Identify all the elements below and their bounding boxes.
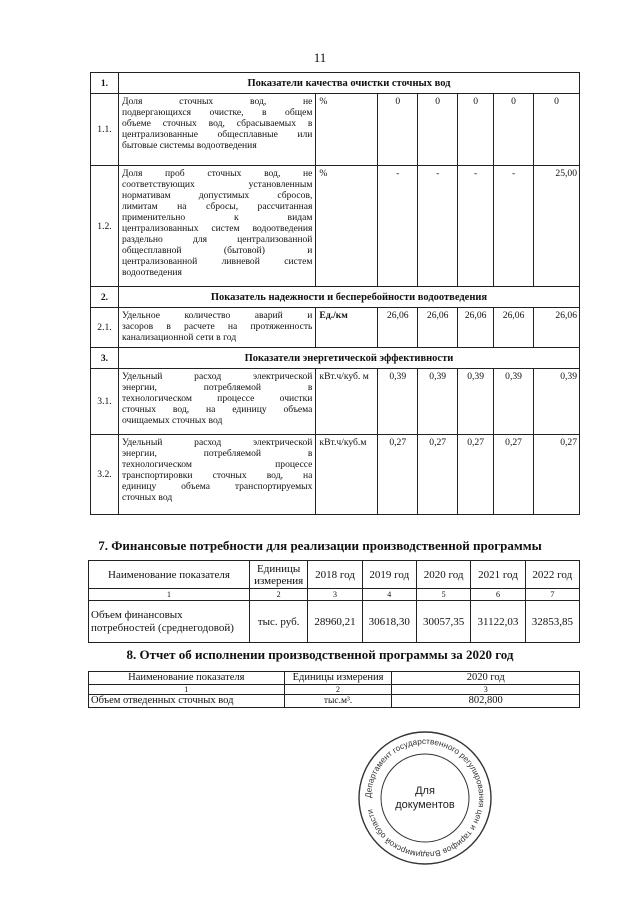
column-header: Наименование показателя (89, 672, 285, 685)
desc-line: централизованной ливневой систем (121, 256, 313, 267)
desc-line: соответствующих установленным (121, 179, 313, 190)
value-cell: 0 (494, 94, 534, 166)
table-row (91, 435, 580, 515)
section-title: Показатель надежности и бесперебойности водоотведения (118, 287, 579, 308)
value-cell: 30057,35 (416, 601, 470, 643)
row-number: 2.1. (91, 308, 119, 348)
value-cell: 802,800 (392, 695, 580, 708)
stamp-center-line: Для (415, 785, 435, 797)
desc-line: применительно к видам (121, 212, 313, 223)
value-cell: - (494, 166, 534, 287)
value-cell: 30618,30 (362, 601, 416, 643)
indicator-name: Объем отведенных сточных вод (89, 695, 285, 708)
official-stamp (355, 728, 495, 868)
row-number: 3.1. (91, 369, 119, 435)
value-cell: 0,39 (378, 369, 418, 435)
value-cell: 26,06 (378, 308, 418, 348)
value-cell: - (458, 166, 494, 287)
desc-line: очищаемых сточных вод (121, 415, 223, 426)
desc-line: сточных вод (121, 492, 173, 503)
column-number-row (89, 589, 580, 601)
value-cell: - (378, 166, 418, 287)
desc-line: Удельный расход электрической (121, 437, 313, 448)
column-header: 2021 год (471, 561, 525, 589)
indicator-description (118, 94, 315, 166)
section-number: 2. (91, 287, 119, 308)
desc-line: энергии, потребляемой в (121, 448, 313, 459)
column-header: 2022 год (525, 561, 579, 589)
value-cell: 0,27 (418, 435, 458, 515)
row-number: 3.2. (91, 435, 119, 515)
section-row-2 (91, 287, 580, 308)
column-header: Наименование показателя (89, 561, 250, 589)
value-cell: 0,39 (458, 369, 494, 435)
desc-line: нормативам допустимых сбросов, (121, 190, 313, 201)
unit-cell: % (316, 166, 378, 287)
value-cell: 32853,85 (525, 601, 579, 643)
column-header: 2018 год (308, 561, 362, 589)
section-number: 1. (91, 73, 119, 94)
column-number: 5 (416, 589, 470, 601)
value-cell: - (418, 166, 458, 287)
column-number: 2 (249, 589, 307, 601)
desc-line: сточных вод, на единицу объема (121, 404, 313, 415)
row-number: 1.1. (91, 94, 119, 166)
indicator-description (118, 166, 315, 287)
column-number-row (89, 685, 580, 695)
column-number: 1 (89, 589, 250, 601)
indicator-description (118, 308, 315, 348)
column-number: 7 (525, 589, 579, 601)
quality-indicators-table (90, 72, 580, 515)
unit-cell: Ед./км (316, 308, 378, 348)
value-cell: 0,27 (534, 435, 580, 515)
value-cell: 0 (534, 94, 580, 166)
value-cell: 25,00 (534, 166, 580, 287)
column-header: 2020 год (392, 672, 580, 685)
indicator-description (118, 369, 315, 435)
value-cell: 28960,21 (308, 601, 362, 643)
stamp-ring-text: Департамент государственного регулирования цен и тарифов Владимирской области (363, 736, 487, 860)
execution-report-table (88, 671, 580, 708)
section-title: Показатели энергетической эффективности (118, 348, 579, 369)
financial-needs-table (88, 560, 580, 643)
desc-line: Удельный расход электрической (121, 371, 313, 382)
desc-line: лимитам на сбросы, рассчитанная (121, 201, 313, 212)
column-number: 2 (284, 685, 392, 695)
desc-line: подвергающихся очистке, в общем (121, 107, 313, 118)
column-number: 4 (362, 589, 416, 601)
desc-line: Удельное количество аварий и (121, 310, 313, 321)
column-header: Единицы измерения (284, 672, 392, 685)
value-cell: 26,06 (418, 308, 458, 348)
column-header: 2020 год (416, 561, 470, 589)
value-cell: 31122,03 (471, 601, 525, 643)
value-cell: 26,06 (534, 308, 580, 348)
section-title: Показатели качества очистки сточных вод (118, 73, 579, 94)
table-row (89, 695, 580, 708)
stamp-center-line: документов (395, 799, 455, 811)
row-number: 1.2. (91, 166, 119, 287)
page-number: 11 (313, 50, 327, 65)
table-row (91, 369, 580, 435)
desc-line: общесплавной (бытовой) и (121, 245, 313, 256)
column-number: 3 (392, 685, 580, 695)
header-row (89, 561, 580, 589)
desc-line: Доля сточных вод, не (121, 96, 313, 107)
table-row (89, 601, 580, 643)
column-header: 2019 год (362, 561, 416, 589)
column-number: 6 (471, 589, 525, 601)
column-header: Единицы измерения (249, 561, 307, 589)
value-cell: 0,27 (494, 435, 534, 515)
desc-line: канализационной сети в год (121, 332, 237, 343)
value-cell: 0,27 (458, 435, 494, 515)
unit-cell: кВт.ч/куб.м (316, 435, 378, 515)
section-row-3 (91, 348, 580, 369)
desc-line: технологическом процессе очистки (121, 393, 313, 404)
desc-line: бытовые системы водоотведения (121, 140, 257, 151)
value-cell: 0 (378, 94, 418, 166)
unit-cell: тыс. руб. (249, 601, 307, 643)
value-cell: 0 (458, 94, 494, 166)
section-8-heading: 8. Отчет об исполнении производственной программы за 2020 год (126, 647, 514, 662)
header-row (89, 672, 580, 685)
unit-cell: % (316, 94, 378, 166)
column-number: 3 (308, 589, 362, 601)
value-cell: 0,39 (418, 369, 458, 435)
value-cell: 26,06 (494, 308, 534, 348)
value-cell: 0 (418, 94, 458, 166)
desc-line: Доля проб сточных вод, не (121, 168, 313, 179)
desc-line: водоотведения (121, 267, 182, 278)
value-cell: 0,27 (378, 435, 418, 515)
desc-line: централизованные общесплавные или (121, 129, 313, 140)
section-7-heading: 7. Финансовые потребности для реализации производственной программы (98, 538, 542, 553)
section-row-1 (91, 73, 580, 94)
value-cell: 26,06 (458, 308, 494, 348)
value-cell: 0,39 (534, 369, 580, 435)
section-number: 3. (91, 348, 119, 369)
unit-cell: тыс.м³. (284, 695, 392, 708)
desc-line: засоров в расчете на протяженность (121, 321, 313, 332)
table-row (91, 308, 580, 348)
desc-line: объеме сточных вод, сбрасываемых в (121, 118, 313, 129)
table-row (91, 166, 580, 287)
indicator-description (118, 435, 315, 515)
unit-cell: кВт.ч/куб. м (316, 369, 378, 435)
desc-line: централизованных систем водоотведения (121, 223, 313, 234)
desc-line: единицу объема транспортируемых (121, 481, 313, 492)
desc-line: транспортировки сточных вод, на (121, 470, 313, 481)
column-number: 1 (89, 685, 285, 695)
indicator-name: Объем финансовых потребностей (среднегодовой) (89, 601, 250, 643)
desc-line: энергии, потребляемой в (121, 382, 313, 393)
value-cell: 0,39 (494, 369, 534, 435)
desc-line: технологическом процессе (121, 459, 313, 470)
table-row (91, 94, 580, 166)
desc-line: раздельно для централизованной (121, 234, 313, 245)
